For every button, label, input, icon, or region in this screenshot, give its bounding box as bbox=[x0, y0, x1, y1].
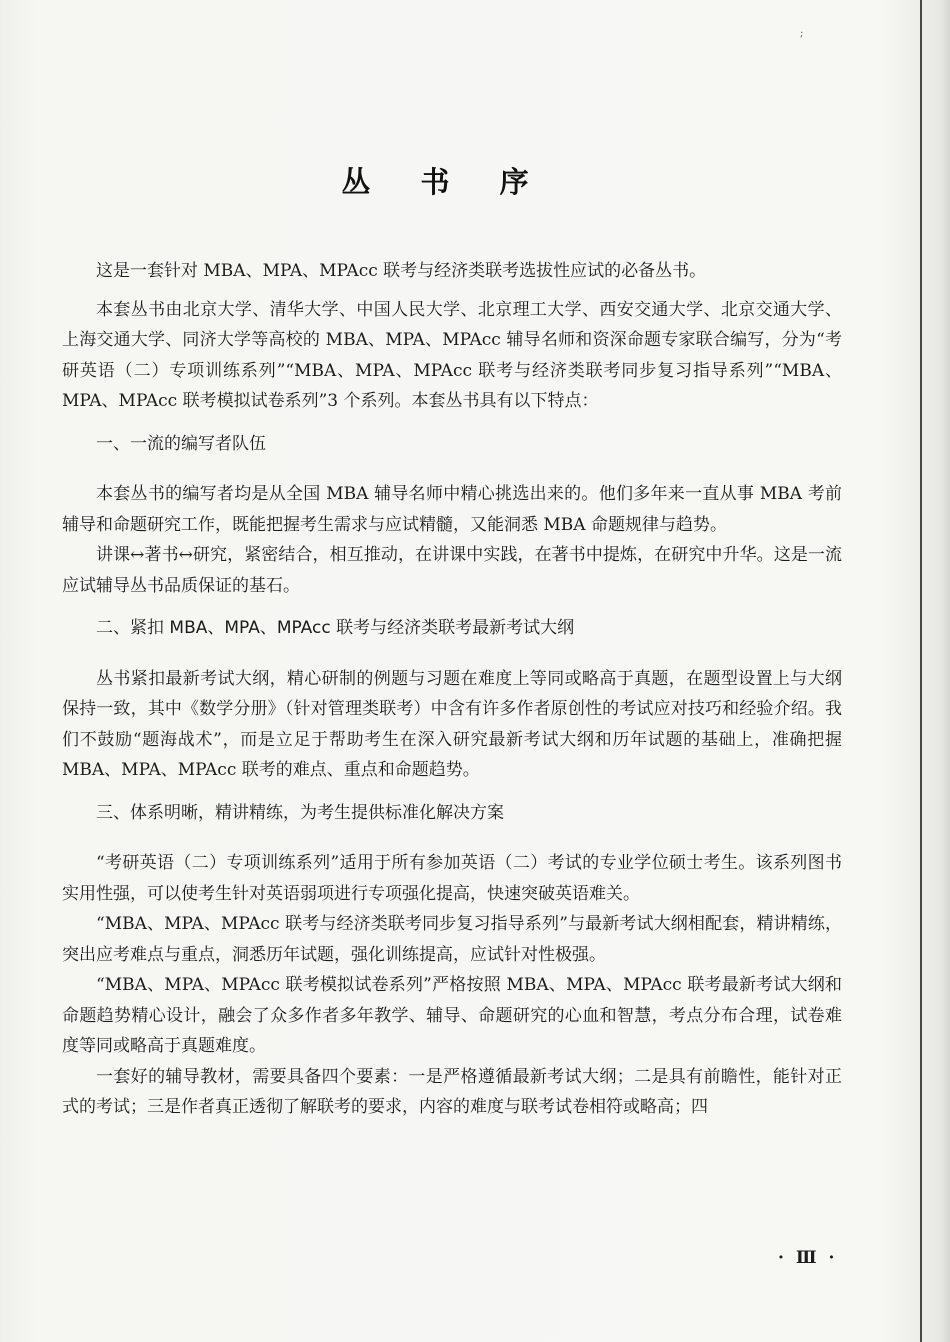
page-number: · Ⅲ · bbox=[778, 1248, 838, 1268]
section-heading-1: 一、一流的编写者队伍 bbox=[96, 433, 266, 454]
paragraph-authors: 本套丛书的编写者均是从全国 MBA 辅导名师中精心挑选出来的。他们多年来一直从事 MBA 考前辅导和命题研究工作，既能把握考生需求与应试精髓，又能洞悉 MBA 命题规律与趋势。 bbox=[62, 484, 842, 535]
scan-mark: ; bbox=[800, 28, 804, 39]
section-heading-3: 三、体系明晰，精讲精练，为考生提供标准化解决方案 bbox=[96, 802, 504, 823]
paragraph-four-elements: 一套好的辅导教材，需要具备四个要素：一是严格遵循最新考试大纲；二是具有前瞻性，能针对正式的考试；三是作者真正透彻了解联考的要求，内容的难度与联考试卷相符或略高；四 bbox=[62, 1066, 842, 1117]
paragraph-review-series: “MBA、MPA、MPAcc 联考与经济类联考同步复习指导系列”与最新考试大纲相配套，精讲精练，突出应考难点与重点，洞悉历年试题，强化训练提高，应试针对性极强。 bbox=[62, 914, 842, 965]
page-title: 丛 书 序 bbox=[341, 165, 549, 199]
page-edge-line bbox=[920, 0, 922, 1342]
paragraph-series: 本套丛书由北京大学、清华大学、中国人民大学、北京理工大学、西安交通大学、北京交通大学、上海交通大学、同济大学等高校的 MBA、MPA、MPAcc 辅导名师和资深命题专家联合编写，分为“考研英语（二）专项训练系列”“MBA、MPA、MPAcc 联考与经济类联考同步复习指导系列”“MBA、MPA、MPAcc 联考模拟试卷系列”3 个系列。本套丛书具有以下特点： bbox=[62, 299, 842, 411]
paragraph-english-series: “考研英语（二）专项训练系列”适用于所有参加英语（二）考试的专业学位硕士考生。该系列图书实用性强，可以使考生针对英语弱项进行专项强化提高，快速突破英语难关。 bbox=[62, 853, 842, 904]
paragraph-mock-series: “MBA、MPA、MPAcc 联考模拟试卷系列”严格按照 MBA、MPA、MPAcc 联考最新考试大纲和命题趋势精心设计，融会了众多作者多年教学、辅导、命题研究的心血和智慧，考点分布合理，试卷难度等同或略高于真题难度。 bbox=[62, 975, 842, 1056]
paragraph-intro: 这是一套针对 MBA、MPA、MPAcc 联考与经济类联考选拔性应试的必备丛书。 bbox=[96, 261, 707, 281]
document-body bbox=[62, 256, 842, 1123]
section-heading-2: 二、紧扣 MBA、MPA、MPAcc 联考与经济类联考最新考试大纲 bbox=[96, 618, 575, 638]
paragraph-method: 讲课↔著书↔研究，紧密结合，相互推动，在讲课中实践，在著书中提炼，在研究中升华。这是一流应试辅导丛书品质保证的基石。 bbox=[62, 545, 842, 596]
paragraph-syllabus: 丛书紧扣最新考试大纲，精心研制的例题与习题在难度上等同或略高于真题，在题型设置上与大纲保持一致，其中《数学分册》（针对管理类联考）中含有许多作者原创性的考试应对技巧和经验介绍。我们不鼓励“题海战术”，而是立足于帮助考生在深入研究最新考试大纲和历年试题的基础上，准确把握 MBA、MPA、MPAcc 联考的难点、重点和命题趋势。 bbox=[62, 668, 842, 780]
